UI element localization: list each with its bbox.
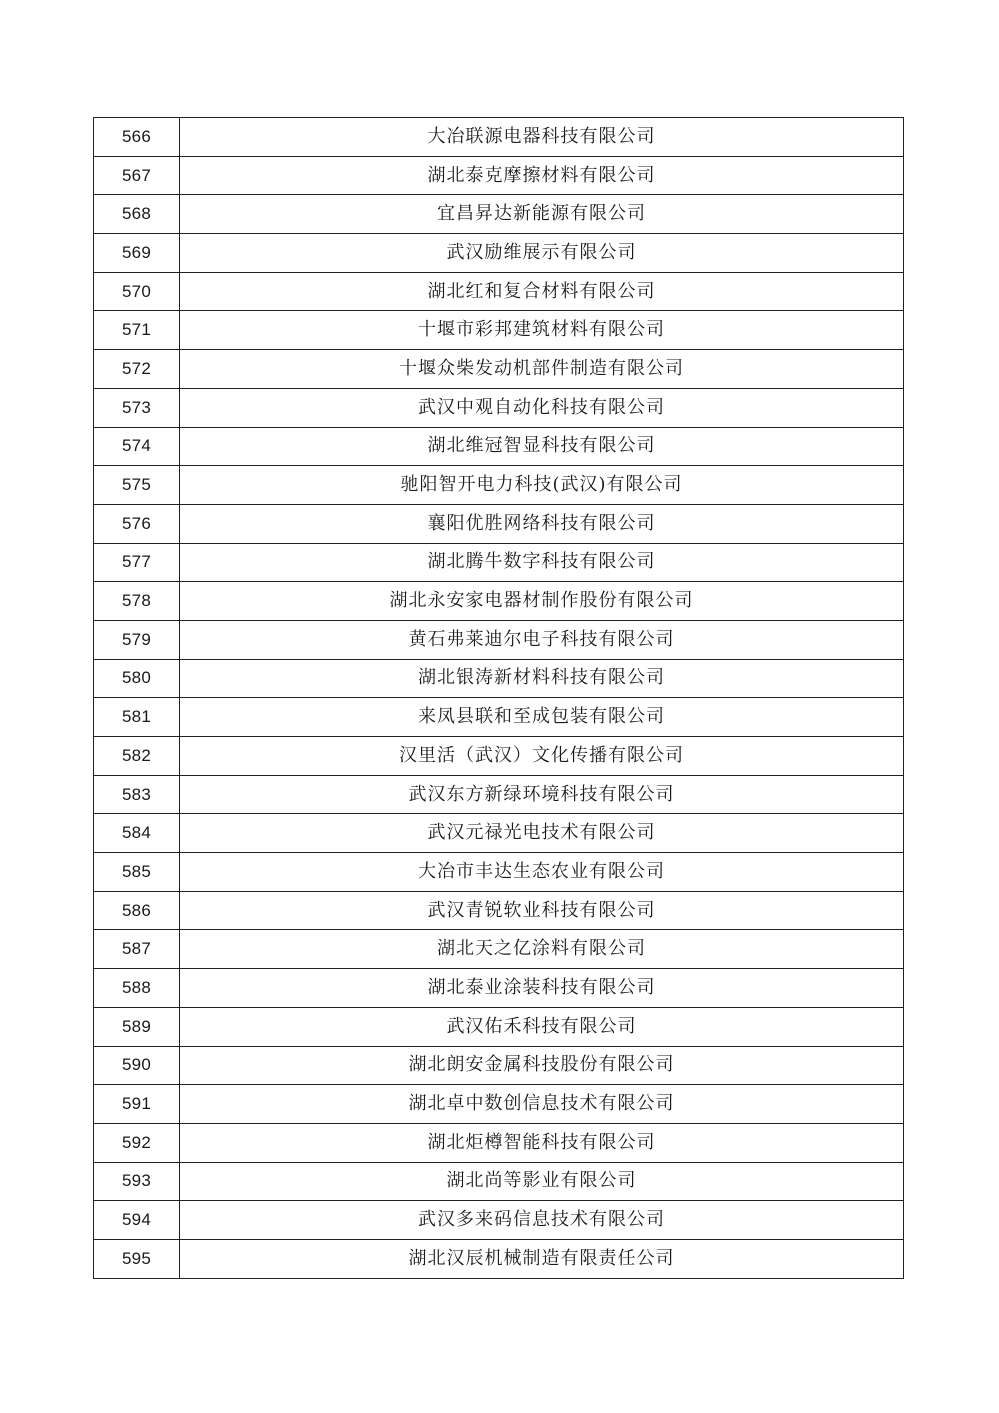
company-name: 武汉元禄光电技术有限公司 bbox=[180, 814, 904, 853]
table-row bbox=[94, 156, 904, 195]
table-row bbox=[94, 543, 904, 582]
row-number: 573 bbox=[94, 388, 180, 427]
company-name: 湖北炬樽智能科技有限公司 bbox=[180, 1123, 904, 1162]
table-row bbox=[94, 582, 904, 621]
table-row bbox=[94, 350, 904, 389]
row-number: 591 bbox=[94, 1085, 180, 1124]
table-row bbox=[94, 620, 904, 659]
company-name: 武汉佑禾科技有限公司 bbox=[180, 1007, 904, 1046]
table-row bbox=[94, 1239, 904, 1278]
row-number: 580 bbox=[94, 659, 180, 698]
table-row bbox=[94, 1201, 904, 1240]
company-list-table bbox=[93, 117, 904, 1279]
row-number: 588 bbox=[94, 969, 180, 1008]
table-row bbox=[94, 234, 904, 273]
table-row bbox=[94, 853, 904, 892]
table-row bbox=[94, 1046, 904, 1085]
company-name: 武汉多来码信息技术有限公司 bbox=[180, 1201, 904, 1240]
row-number: 567 bbox=[94, 156, 180, 195]
company-name: 湖北红和复合材料有限公司 bbox=[180, 272, 904, 311]
row-number: 579 bbox=[94, 620, 180, 659]
company-name: 大冶联源电器科技有限公司 bbox=[180, 118, 904, 157]
row-number: 586 bbox=[94, 891, 180, 930]
table-row bbox=[94, 388, 904, 427]
row-number: 570 bbox=[94, 272, 180, 311]
company-name: 汉里活（武汉）文化传播有限公司 bbox=[180, 737, 904, 776]
table-row bbox=[94, 775, 904, 814]
row-number: 577 bbox=[94, 543, 180, 582]
company-name: 武汉东方新绿环境科技有限公司 bbox=[180, 775, 904, 814]
company-name: 湖北天之亿涂料有限公司 bbox=[180, 930, 904, 969]
row-number: 595 bbox=[94, 1239, 180, 1278]
company-name: 武汉励维展示有限公司 bbox=[180, 234, 904, 273]
company-name: 宜昌昇达新能源有限公司 bbox=[180, 195, 904, 234]
table-row bbox=[94, 1085, 904, 1124]
company-name: 湖北永安家电器材制作股份有限公司 bbox=[180, 582, 904, 621]
company-name: 十堰众柴发动机部件制造有限公司 bbox=[180, 350, 904, 389]
table-row bbox=[94, 930, 904, 969]
table-row bbox=[94, 427, 904, 466]
table-row bbox=[94, 1123, 904, 1162]
table-row bbox=[94, 1007, 904, 1046]
row-number: 569 bbox=[94, 234, 180, 273]
company-name: 大冶市丰达生态农业有限公司 bbox=[180, 853, 904, 892]
table-row bbox=[94, 1162, 904, 1201]
row-number: 590 bbox=[94, 1046, 180, 1085]
row-number: 568 bbox=[94, 195, 180, 234]
company-name: 武汉中观自动化科技有限公司 bbox=[180, 388, 904, 427]
company-name: 湖北泰克摩擦材料有限公司 bbox=[180, 156, 904, 195]
row-number: 593 bbox=[94, 1162, 180, 1201]
row-number: 566 bbox=[94, 118, 180, 157]
row-number: 576 bbox=[94, 504, 180, 543]
company-name: 湖北腾牛数字科技有限公司 bbox=[180, 543, 904, 582]
table-row bbox=[94, 814, 904, 853]
company-name: 湖北泰业涂装科技有限公司 bbox=[180, 969, 904, 1008]
row-number: 594 bbox=[94, 1201, 180, 1240]
table-row bbox=[94, 698, 904, 737]
table-row bbox=[94, 969, 904, 1008]
table-row bbox=[94, 466, 904, 505]
company-name: 襄阳优胜网络科技有限公司 bbox=[180, 504, 904, 543]
row-number: 584 bbox=[94, 814, 180, 853]
table-row bbox=[94, 272, 904, 311]
row-number: 578 bbox=[94, 582, 180, 621]
row-number: 587 bbox=[94, 930, 180, 969]
row-number: 583 bbox=[94, 775, 180, 814]
company-name: 湖北尚等影业有限公司 bbox=[180, 1162, 904, 1201]
company-name: 湖北汉辰机械制造有限责任公司 bbox=[180, 1239, 904, 1278]
table-row bbox=[94, 737, 904, 776]
company-name: 来凤县联和至成包装有限公司 bbox=[180, 698, 904, 737]
row-number: 585 bbox=[94, 853, 180, 892]
table-row bbox=[94, 311, 904, 350]
company-list-body bbox=[94, 118, 904, 1279]
company-name: 湖北卓中数创信息技术有限公司 bbox=[180, 1085, 904, 1124]
row-number: 574 bbox=[94, 427, 180, 466]
table-row bbox=[94, 891, 904, 930]
company-name: 驰阳智开电力科技(武汉)有限公司 bbox=[180, 466, 904, 505]
company-name: 湖北朗安金属科技股份有限公司 bbox=[180, 1046, 904, 1085]
company-name: 黄石弗莱迪尔电子科技有限公司 bbox=[180, 620, 904, 659]
row-number: 589 bbox=[94, 1007, 180, 1046]
row-number: 571 bbox=[94, 311, 180, 350]
row-number: 582 bbox=[94, 737, 180, 776]
row-number: 575 bbox=[94, 466, 180, 505]
table-row bbox=[94, 659, 904, 698]
table-row bbox=[94, 118, 904, 157]
company-name: 十堰市彩邦建筑材料有限公司 bbox=[180, 311, 904, 350]
row-number: 592 bbox=[94, 1123, 180, 1162]
table-row bbox=[94, 504, 904, 543]
table-row bbox=[94, 195, 904, 234]
company-name: 武汉青锐软业科技有限公司 bbox=[180, 891, 904, 930]
company-name: 湖北银涛新材料科技有限公司 bbox=[180, 659, 904, 698]
row-number: 581 bbox=[94, 698, 180, 737]
company-name: 湖北维冠智显科技有限公司 bbox=[180, 427, 904, 466]
row-number: 572 bbox=[94, 350, 180, 389]
